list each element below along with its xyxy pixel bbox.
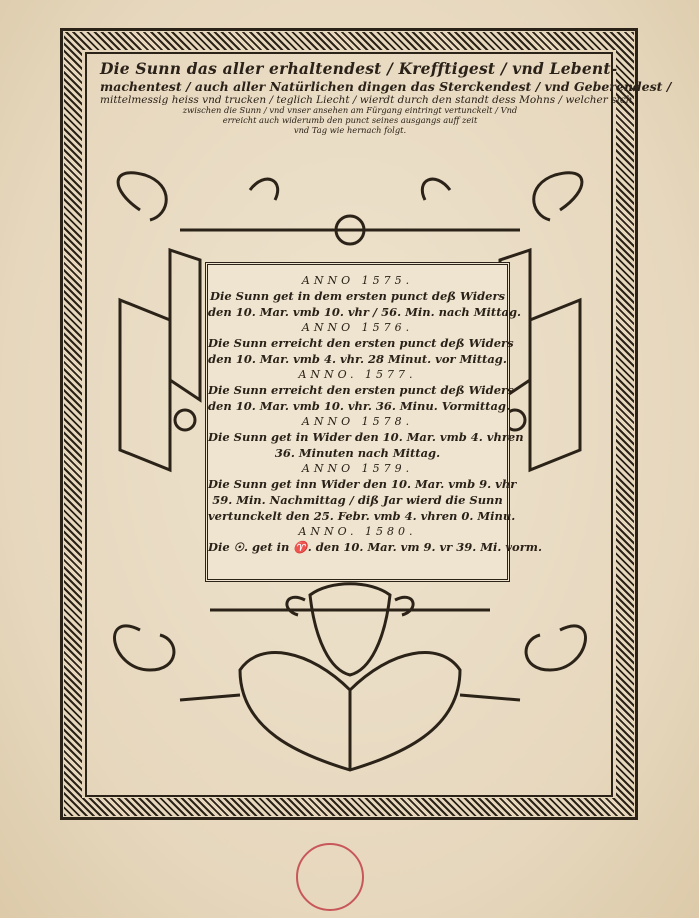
entry-year: ANNO 1578. xyxy=(301,415,414,428)
entry-line: 59. Min. Nachmittag / diß Jar wierd die Sunn xyxy=(212,493,503,507)
entry-line: den 10. Mar. vmb 10. vhr. 36. Minu. Vormittag. xyxy=(208,399,510,413)
entry-line: Die Sunn get in dem ersten punct deß Widers xyxy=(210,289,505,303)
entry-1576 xyxy=(208,320,514,367)
heading-line-6: vnd Tag wie hernach folgt. xyxy=(293,125,407,136)
entry-line: den 10. Mar. vmb 10. vhr / 56. Min. nach Mittag. xyxy=(208,305,522,319)
entry-1579 xyxy=(208,461,517,524)
entry-line: vertunckelt den 25. Febr. vmb 4. vhren 0. Minu. xyxy=(208,509,516,523)
entry-year: ANNO 1576. xyxy=(301,321,414,334)
entry-year: ANNO 1579. xyxy=(301,462,414,475)
entry-line: Die Sunn erreicht den ersten punct deß Widers xyxy=(208,336,514,350)
heading-line-5: erreicht auch widerumb den punct seines ausgangs auff zeit xyxy=(222,115,478,126)
entry-line: den 10. Mar. vmb 4. vhr. 28 Minut. vor Mittag. xyxy=(208,352,507,366)
entry-year: ANNO 1575. xyxy=(301,274,414,287)
entry-line: Die ☉. get in ♈. den 10. Mar. vm 9. vr 39. Mi. vorm. xyxy=(208,540,542,554)
entry-1577 xyxy=(208,367,514,414)
entry-line: 36. Minuten nach Mittag. xyxy=(274,446,441,460)
entries-list xyxy=(208,273,542,555)
heading-line-4: zwischen die Sunn / vnd vnser ansehen am Fürgang eintringt vertunckelt / Vnd xyxy=(182,105,518,116)
entry-line: Die Sunn erreicht den ersten punct deß Widers xyxy=(208,383,514,397)
entry-line: Die Sunn get inn Wider den 10. Mar. vmb 9. vhr xyxy=(208,477,517,491)
entry-1580 xyxy=(208,524,542,555)
heading-line-1: Die Sunn das aller erhaltendest / Krefftigest / vnd Lebent- xyxy=(100,59,618,78)
heading-line-3: mittelmessig heiss vnd trucken / teglich Liecht / wierdt durch den standt dess Mohns / welcher sich xyxy=(100,93,633,106)
entry-year: ANNO. 1580. xyxy=(298,525,417,538)
title-block xyxy=(100,59,672,136)
library-stamp xyxy=(296,843,364,911)
entry-line: Die Sunn get in Wider den 10. Mar. vmb 4. vhren xyxy=(208,430,524,444)
entry-year: ANNO. 1577. xyxy=(298,368,417,381)
heading-line-2: machentest / auch aller Natürlichen dingen das Sterckendest / vnd Geberendest / xyxy=(100,78,672,94)
ephemeris-table xyxy=(205,262,542,582)
entry-1575 xyxy=(208,273,522,320)
entry-1578 xyxy=(208,414,524,461)
